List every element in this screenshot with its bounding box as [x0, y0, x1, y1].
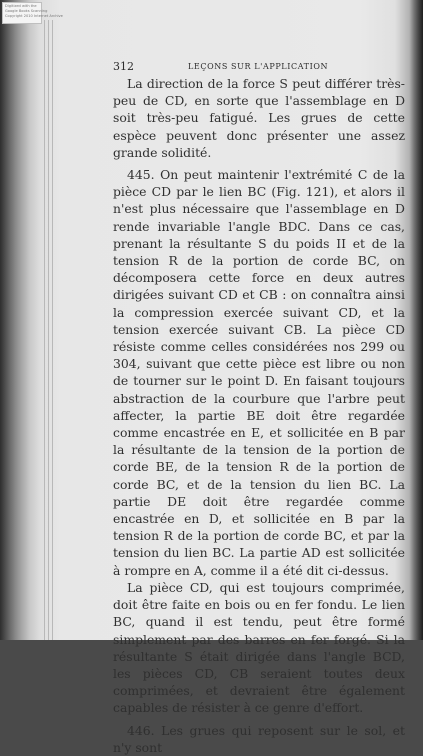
paragraph: La pièce CD, qui est toujours comprimée, doit être faite en bois ou en fer fondu. Le lien BC, quand il est tendu, peut être formé simplement par des barres en fer forgé. Si la résultante S était dirigée dans l'angle BCD, les pièces CD, CB seraient toutes deux comprimées, et devraient être également capables de résister à ce genre d'effort. — [113, 579, 405, 716]
stamp-line-1: Digitized with the — [5, 4, 37, 8]
page-edge-line — [44, 20, 45, 640]
scan-stamp — [2, 2, 63, 24]
page-shadow — [409, 0, 423, 640]
paragraph: 445. On peut maintenir l'extrémité C de la pièce CD par le lien BC (Fig. 121), et alors il n'est plus nécessaire que l'assemblage en D rende invariable l'angle BDC. Dans ce cas, prenant la résultante S du poids II et de la tension R de la portion de corde BC, on décomposera cette force en deux autres dirigées suivant CD et CB : on connaîtra ainsi la compression exercée suivant CD, et la tension exercée suivant CB. La pièce CD résiste comme celles considérées nos 299 ou 304, suivant que cette pièce est libre ou non de tourner sur le point D. En faisant toujours abstraction de la courbure que l'arbre peut affecter, la partie BE doit être regardée comme encastrée en E, et sollicitée en B par la résultante de la tension de la portion de corde BE, de la tension R de la portion de corde BC, et de la tension du lien BC. La partie DE doit être regardée comme encastrée en D, et sollicitée en B par la tension R de la portion de corde BC, et par la tension du lien BC. La partie AD est sollicitée à rompre en A, comme il a été dit ci-dessus. — [113, 167, 405, 578]
body-text — [113, 75, 405, 756]
page-edge-line — [52, 20, 53, 640]
page-number: 312 — [113, 60, 134, 73]
paragraph: La direction de la force S peut différer très-peu de CD, en sorte que l'assemblage en D soit très-peu fatigué. Les grues de cette espèce peuvent donc présenter une assez grande solidité. — [113, 76, 405, 160]
page-header — [113, 60, 413, 74]
stamp-line-3: Copyright 2010 Internet Archive — [5, 14, 63, 19]
stamp-line-2: Google Books Scanning — [5, 9, 48, 14]
running-title: LEÇONS SUR L'APPLICATION — [188, 62, 329, 71]
page-edge-line — [48, 20, 49, 640]
paragraph: 446. Les grues qui reposent sur le sol, et n'y sont — [113, 722, 405, 755]
